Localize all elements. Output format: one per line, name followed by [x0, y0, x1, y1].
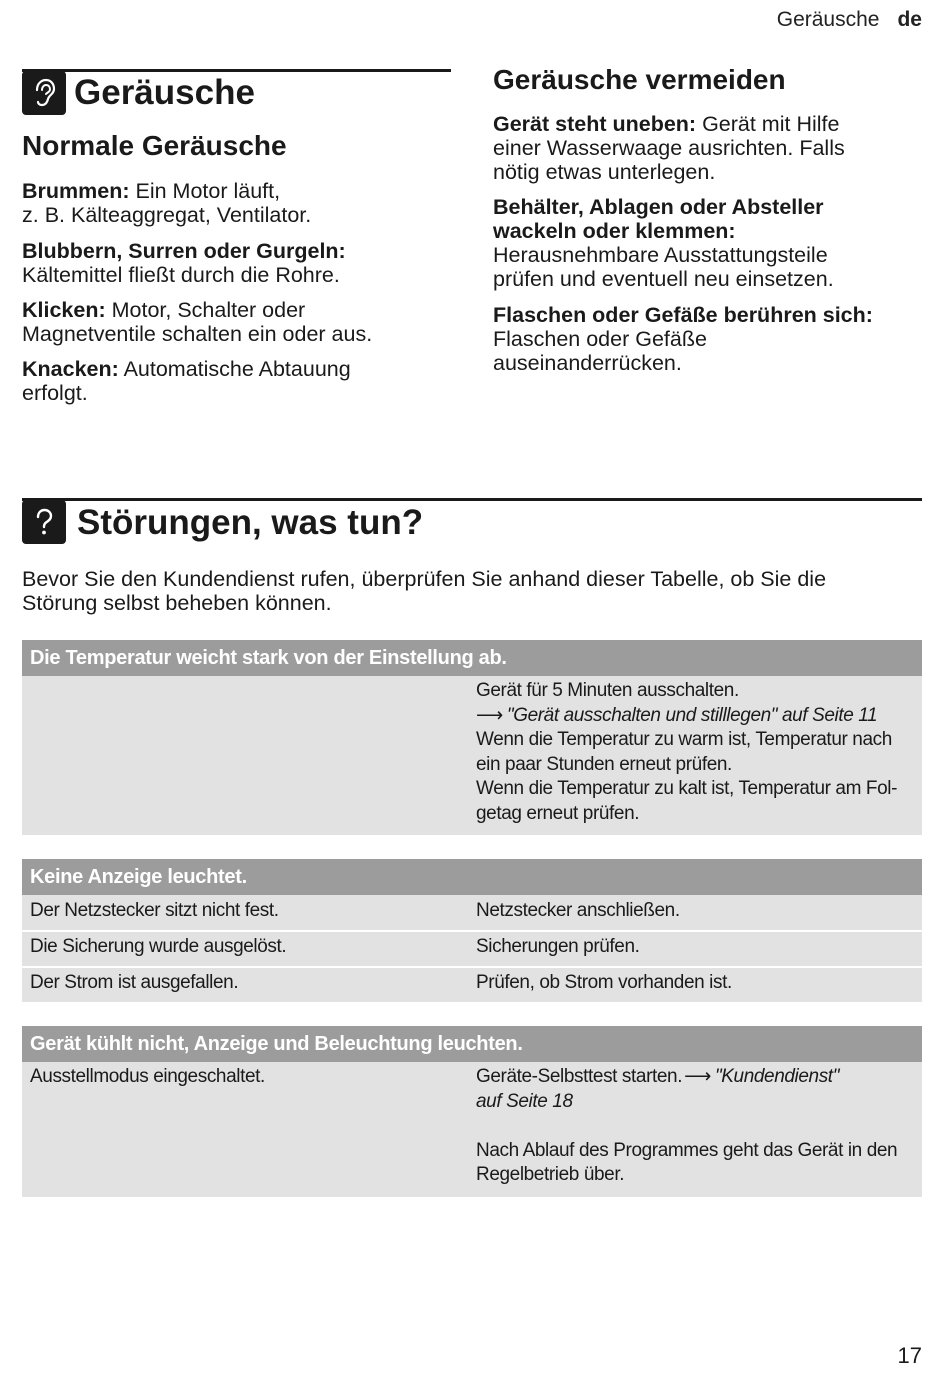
noise-desc: Kältemittel fließt durch die Rohre.	[22, 263, 340, 287]
intro-line: Störung selbst beheben können.	[22, 591, 332, 615]
noise-desc: Motor, Schalter oder	[105, 298, 306, 322]
fault-table	[22, 859, 922, 1002]
avoid-term: Flaschen oder Gefäße berühren sich:	[493, 303, 873, 327]
avoid-term: Gerät steht uneben:	[493, 112, 697, 136]
noise-term: Blubbern, Surren oder Gurgeln:	[22, 239, 346, 263]
remedy-line: Gerät für 5 Minuten ausschalten.	[476, 680, 739, 701]
avoid-noise-item	[493, 112, 923, 184]
avoid-noise-item	[493, 303, 923, 375]
remedy-cell: Prüfen, ob Strom vorhanden ist.	[476, 972, 732, 993]
ear-icon	[22, 71, 66, 115]
trouble-intro	[22, 567, 932, 615]
noise-term: Klicken:	[22, 298, 106, 322]
normal-noises-title: Normale Geräusche	[22, 130, 287, 161]
running-header-section: Geräusche	[776, 8, 880, 31]
arrow-icon: ⟶	[684, 1066, 711, 1087]
avoid-term: Behälter, Ablagen oder Absteller	[493, 195, 824, 219]
avoid-desc: Flaschen oder Gefäße	[493, 327, 707, 351]
fault-table-header: Gerät kühlt nicht, Anzeige und Beleuchtung leuchten.	[22, 1026, 922, 1062]
normal-noise-item	[22, 239, 452, 287]
normal-noise-item	[22, 298, 452, 346]
section-rule	[22, 69, 451, 72]
noise-desc: Ein Motor läuft,	[129, 179, 281, 203]
remedy-line: Nach Ablauf des Programmes geht das Gerät in den	[476, 1139, 898, 1161]
avoid-desc: Gerät mit Hilfe	[696, 112, 840, 136]
remedy-cell	[469, 1065, 922, 1197]
avoid-desc: einer Wasserwaage ausrichten. Falls	[493, 136, 845, 160]
arrow-icon: ⟶	[476, 704, 503, 726]
table-row	[22, 930, 922, 966]
fault-table-header: Die Temperatur weicht stark von der Einstellung ab.	[22, 640, 922, 676]
avoid-noises-title: Geräusche vermeiden	[493, 64, 786, 95]
remedy-cell	[469, 679, 922, 835]
page-reference-link[interactable]: "Gerät ausschalten und stilllegen" auf Seite 11	[506, 704, 878, 726]
normal-noise-item	[22, 179, 452, 227]
avoid-noise-item	[493, 195, 923, 291]
fault-table	[22, 1026, 922, 1197]
remedy-line: getag erneut prüfen.	[476, 802, 640, 824]
remedy-line: Regelbetrieb über.	[476, 1164, 625, 1185]
noise-term: Knacken:	[22, 357, 119, 381]
avoid-desc: prüfen und eventuell neu einsetzen.	[493, 267, 834, 291]
table-row	[22, 1062, 922, 1197]
question-mark-icon	[22, 500, 66, 544]
cause-cell	[22, 679, 469, 835]
section-title: Geräusche	[74, 73, 255, 112]
table-row	[22, 895, 922, 930]
intro-line: Bevor Sie den Kundendienst rufen, überprüfen Sie anhand dieser Tabelle, ob Sie die	[22, 567, 827, 591]
avoid-desc: Herausnehmbare Ausstattungsteile	[493, 243, 828, 267]
cause-cell: Ausstellmodus eingeschaltet.	[30, 1066, 265, 1087]
avoid-desc: auseinanderrücken.	[493, 351, 682, 375]
language-code: de	[897, 8, 922, 31]
noise-desc: Automatische Abtauung	[118, 357, 351, 381]
cause-cell: Der Netzstecker sitzt nicht fest.	[30, 900, 279, 921]
running-header	[777, 8, 922, 32]
avoid-desc: nötig etwas unterlegen.	[493, 160, 716, 184]
remedy-line: Wenn die Temperatur zu warm ist, Temperatur nach	[476, 729, 892, 750]
avoid-term: wackeln oder klemmen:	[493, 219, 736, 243]
section-rule	[22, 498, 922, 501]
page-reference-link[interactable]: "Kundendienst"	[714, 1066, 840, 1087]
remedy-cell: Netzstecker anschließen.	[476, 900, 680, 921]
table-row	[22, 966, 922, 1002]
table-row	[22, 676, 922, 835]
cause-cell: Die Sicherung wurde ausgelöst.	[30, 936, 287, 957]
remedy-line: Wenn die Temperatur zu kalt ist, Temperatur am Fol-	[476, 778, 898, 799]
section-title: Störungen, was tun?	[77, 503, 424, 542]
remedy-line: Geräte-Selbsttest starten.	[476, 1066, 683, 1087]
noise-desc: erfolgt.	[22, 381, 88, 405]
fault-table-header: Keine Anzeige leuchtet.	[22, 859, 922, 895]
fault-table	[22, 640, 922, 835]
noise-desc: Magnetventile schalten ein oder aus.	[22, 322, 373, 346]
cause-cell: Der Strom ist ausgefallen.	[30, 972, 239, 993]
noise-term: Brummen:	[22, 179, 130, 203]
page-reference-link[interactable]: auf Seite 18	[476, 1090, 573, 1112]
remedy-line: ein paar Stunden erneut prüfen.	[476, 753, 732, 775]
normal-noise-item	[22, 357, 452, 405]
remedy-cell: Sicherungen prüfen.	[476, 936, 640, 957]
noise-desc: z. B. Kälteaggregat, Ventilator.	[22, 203, 312, 227]
page-number: 17	[897, 1343, 922, 1368]
